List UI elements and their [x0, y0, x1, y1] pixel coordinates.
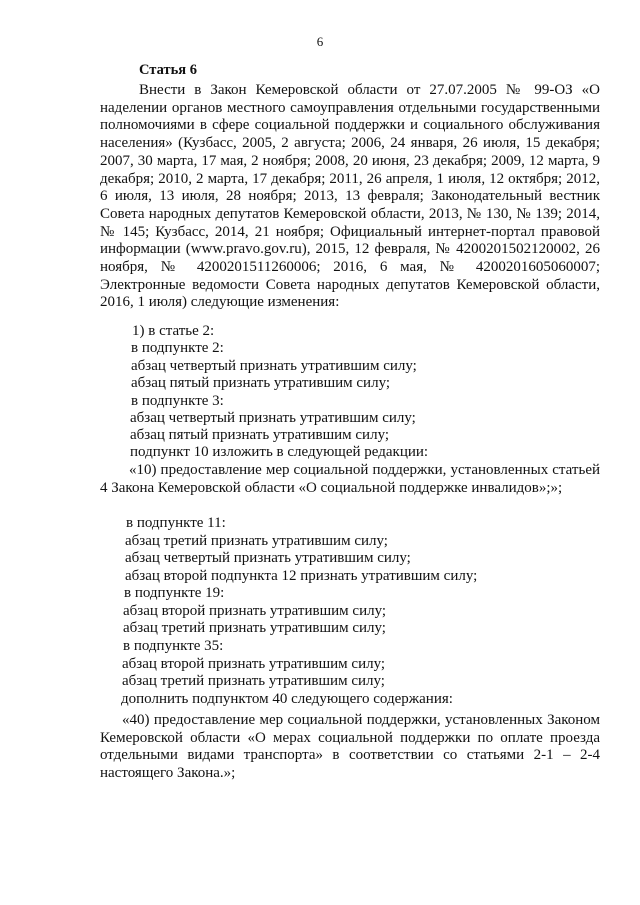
list-item: абзац второй подпункта 12 признать утратившим силу;: [125, 568, 478, 584]
list-item: 1) в статье 2:: [132, 323, 215, 339]
list-item: абзац пятый признать утратившим силу;: [130, 427, 390, 443]
subpoint-10-quote: «10) предоставление мер социальной поддержки, установленных статьей 4 Закона Кемеровской области «О социальной поддержке инвалидов»;»;: [100, 462, 600, 496]
list-item: абзац второй признать утратившим силу;: [123, 603, 387, 619]
list-item: в подпункте 35:: [123, 638, 224, 654]
article-intro-paragraph: Внести в Закон Кемеровской области от 27.07.2005 № 99-ОЗ «О наделении органов местного самоуправления отдельными государственными полномочиями в сфере социальной поддержки и социального обслуживания населения» (Кузбасс, 2005, 2 августа; 2006, 24 января, 26 июля, 15 декабря; 2007, 30 марта, 17 мая, 2 ноября; 2008, 20 июня, 23 декабря; 2009, 12 марта, 9 декабря; 2010, 2 марта, 17 декабря; 2011, 26 апреля, 1 июля, 12 октября; 2012, 6 июля, 13 июля, 28 ноября; 2013, 13 февраля; Законодательный вестник Совета народных депутатов Кемеровской области, 2013, № 130, № 139; 2014, № 145; Кузбасс, 2014, 21 ноября; Официальный интернет-портал правовой информации (www.pravo.gov.ru), 2015, 12 февраля, № 4200201502120002, 26 ноября, № 4200201511260006; 2016, 6 мая, № 4200201605060007; Электронные ведомости Совета народных депутатов Кемеровской области, 2016, 1 июля) следующие изменения:: [100, 82, 600, 311]
page-number: 6: [316, 34, 324, 49]
list-item: в подпункте 3:: [131, 393, 224, 409]
list-item: дополнить подпунктом 40 следующего содержания:: [121, 691, 453, 707]
list-item: в подпункте 19:: [124, 585, 225, 601]
list-item: абзац второй признать утратившим силу;: [122, 656, 386, 672]
subpoint-40-quote: «40) предоставление мер социальной поддержки, установленных Законом Кемеровской области «О мерах социальной поддержки по оплате проезда отдельными видами транспорта» в соответствии со статьями 2-1 – 2-4 настоящего Закона.»;: [100, 712, 600, 782]
list-item: абзац третий признать утратившим силу;: [122, 673, 385, 689]
list-item: в подпункте 2:: [131, 340, 224, 356]
list-item: абзац третий признать утратившим силу;: [125, 533, 388, 549]
list-item: абзац третий признать утратившим силу;: [123, 620, 386, 636]
list-item: абзац четвертый признать утратившим силу;: [131, 358, 417, 374]
list-item: подпункт 10 изложить в следующей редакции:: [130, 444, 429, 460]
article-title: Статья 6: [139, 62, 197, 78]
list-item: абзац пятый признать утратившим силу;: [131, 375, 391, 391]
list-item: абзац четвертый признать утратившим силу;: [130, 410, 416, 426]
list-item: абзац четвертый признать утратившим силу;: [125, 550, 411, 566]
list-item: в подпункте 11:: [126, 515, 226, 531]
